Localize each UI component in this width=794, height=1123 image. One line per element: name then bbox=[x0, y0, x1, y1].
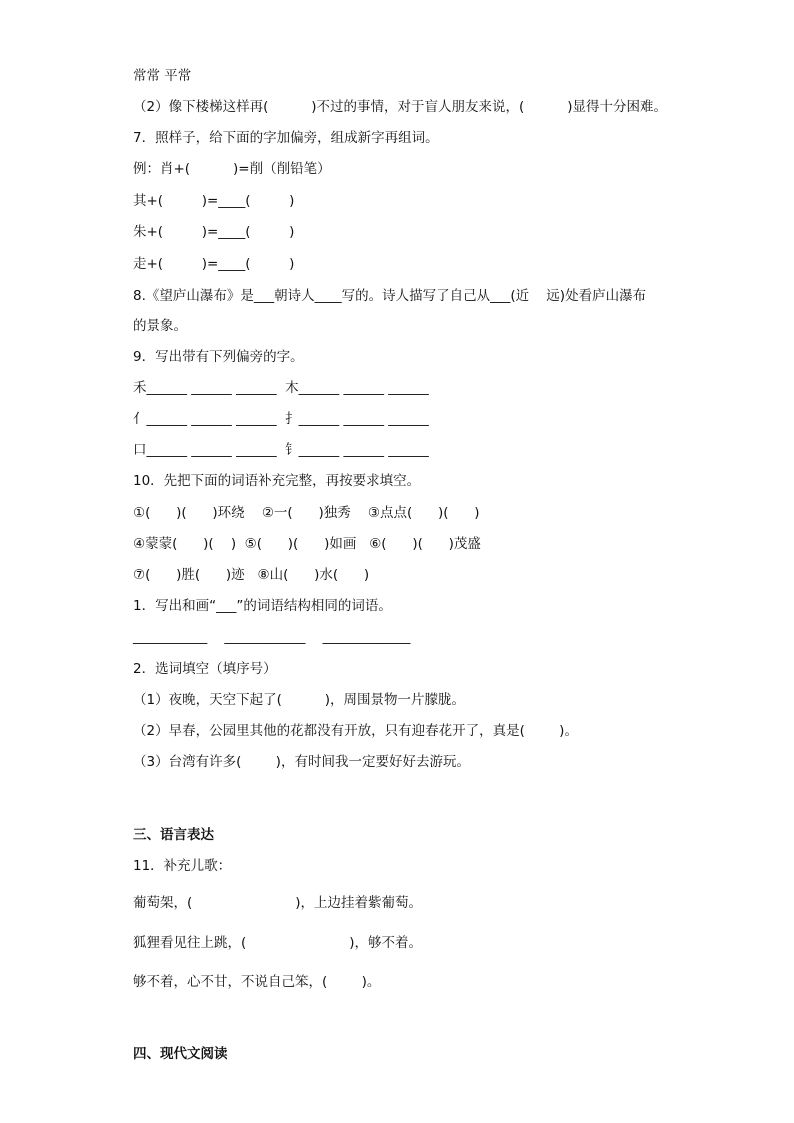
q9-row-1: 禾______ ______ ______ 木______ ______ ______ bbox=[133, 380, 429, 396]
q7-item-zhu: 朱+( )=____( ) bbox=[133, 224, 295, 240]
q10-sub2-item-3: （3）台湾有许多( )，有时间我一定要好好去游玩。 bbox=[133, 754, 470, 770]
q7-example: 例：肖+( )=削（削铅笔） bbox=[133, 161, 331, 177]
q9-row-2: 亻______ ______ ______ 扌______ ______ ______ bbox=[133, 411, 429, 427]
q11-line-3: 够不着，心不甘，不说自己笨，( )。 bbox=[133, 974, 381, 990]
q9-title: 9．写出带有下列偏旁的字。 bbox=[133, 349, 304, 365]
q10-row-1: ①( )( )环绕 ②一( )独秀 ③点点( )( ) bbox=[133, 505, 480, 521]
q11-line-2: 狐狸看见往上跳，( )，够不着。 bbox=[133, 935, 423, 951]
q11-title: 11．补充儿歌： bbox=[133, 858, 232, 874]
q11-line-1: 葡萄架，( )，上边挂着紫葡萄。 bbox=[133, 895, 423, 911]
q6-sentence-2: （2）像下楼梯这样再( )不过的事情，对于盲人朋友来说，( )显得十分困难。 bbox=[133, 99, 667, 115]
q9-row-3: 口______ ______ ______ 钅______ ______ ______ bbox=[133, 442, 429, 458]
word-pair-line: 常常 平常 bbox=[133, 68, 192, 84]
section-3-heading: 三、语言表达 bbox=[133, 827, 214, 843]
q10-sub1-title: 1．写出和画“___”的词语结构相同的词语。 bbox=[133, 598, 392, 614]
q8-text-cont: 的景象。 bbox=[133, 318, 187, 334]
q10-row-3: ⑦( )胜( )迹 ⑧山( )水( ) bbox=[133, 567, 370, 583]
q7-item-zou: 走+( )=____( ) bbox=[133, 256, 295, 272]
q10-sub1-blanks: ___________ ____________ _____________ bbox=[133, 629, 411, 645]
q7-item-qi: 其+( )=____( ) bbox=[133, 193, 295, 209]
section-4-heading: 四、现代文阅读 bbox=[133, 1046, 228, 1062]
q8-text: 8.《望庐山瀑布》是___朝诗人____写的。诗人描写了自己从___(近 远)处看庐山瀑布 bbox=[133, 288, 647, 304]
q10-sub2-title: 2．选词填空（填序号） bbox=[133, 661, 277, 677]
q10-sub2-item-1: （1）夜晚，天空下起了( )，周围景物一片朦胧。 bbox=[133, 692, 466, 708]
q10-title: 10．先把下面的词语补充完整，再按要求填空。 bbox=[133, 473, 421, 489]
q10-sub2-item-2: （2）早春，公园里其他的花都没有开放，只有迎春花开了，真是( )。 bbox=[133, 723, 578, 739]
q10-row-2: ④蒙蒙( )( ) ⑤( )( )如画 ⑥( )( )茂盛 bbox=[133, 536, 481, 552]
q7-title: 7．照样子，给下面的字加偏旁，组成新字再组词。 bbox=[133, 130, 439, 146]
